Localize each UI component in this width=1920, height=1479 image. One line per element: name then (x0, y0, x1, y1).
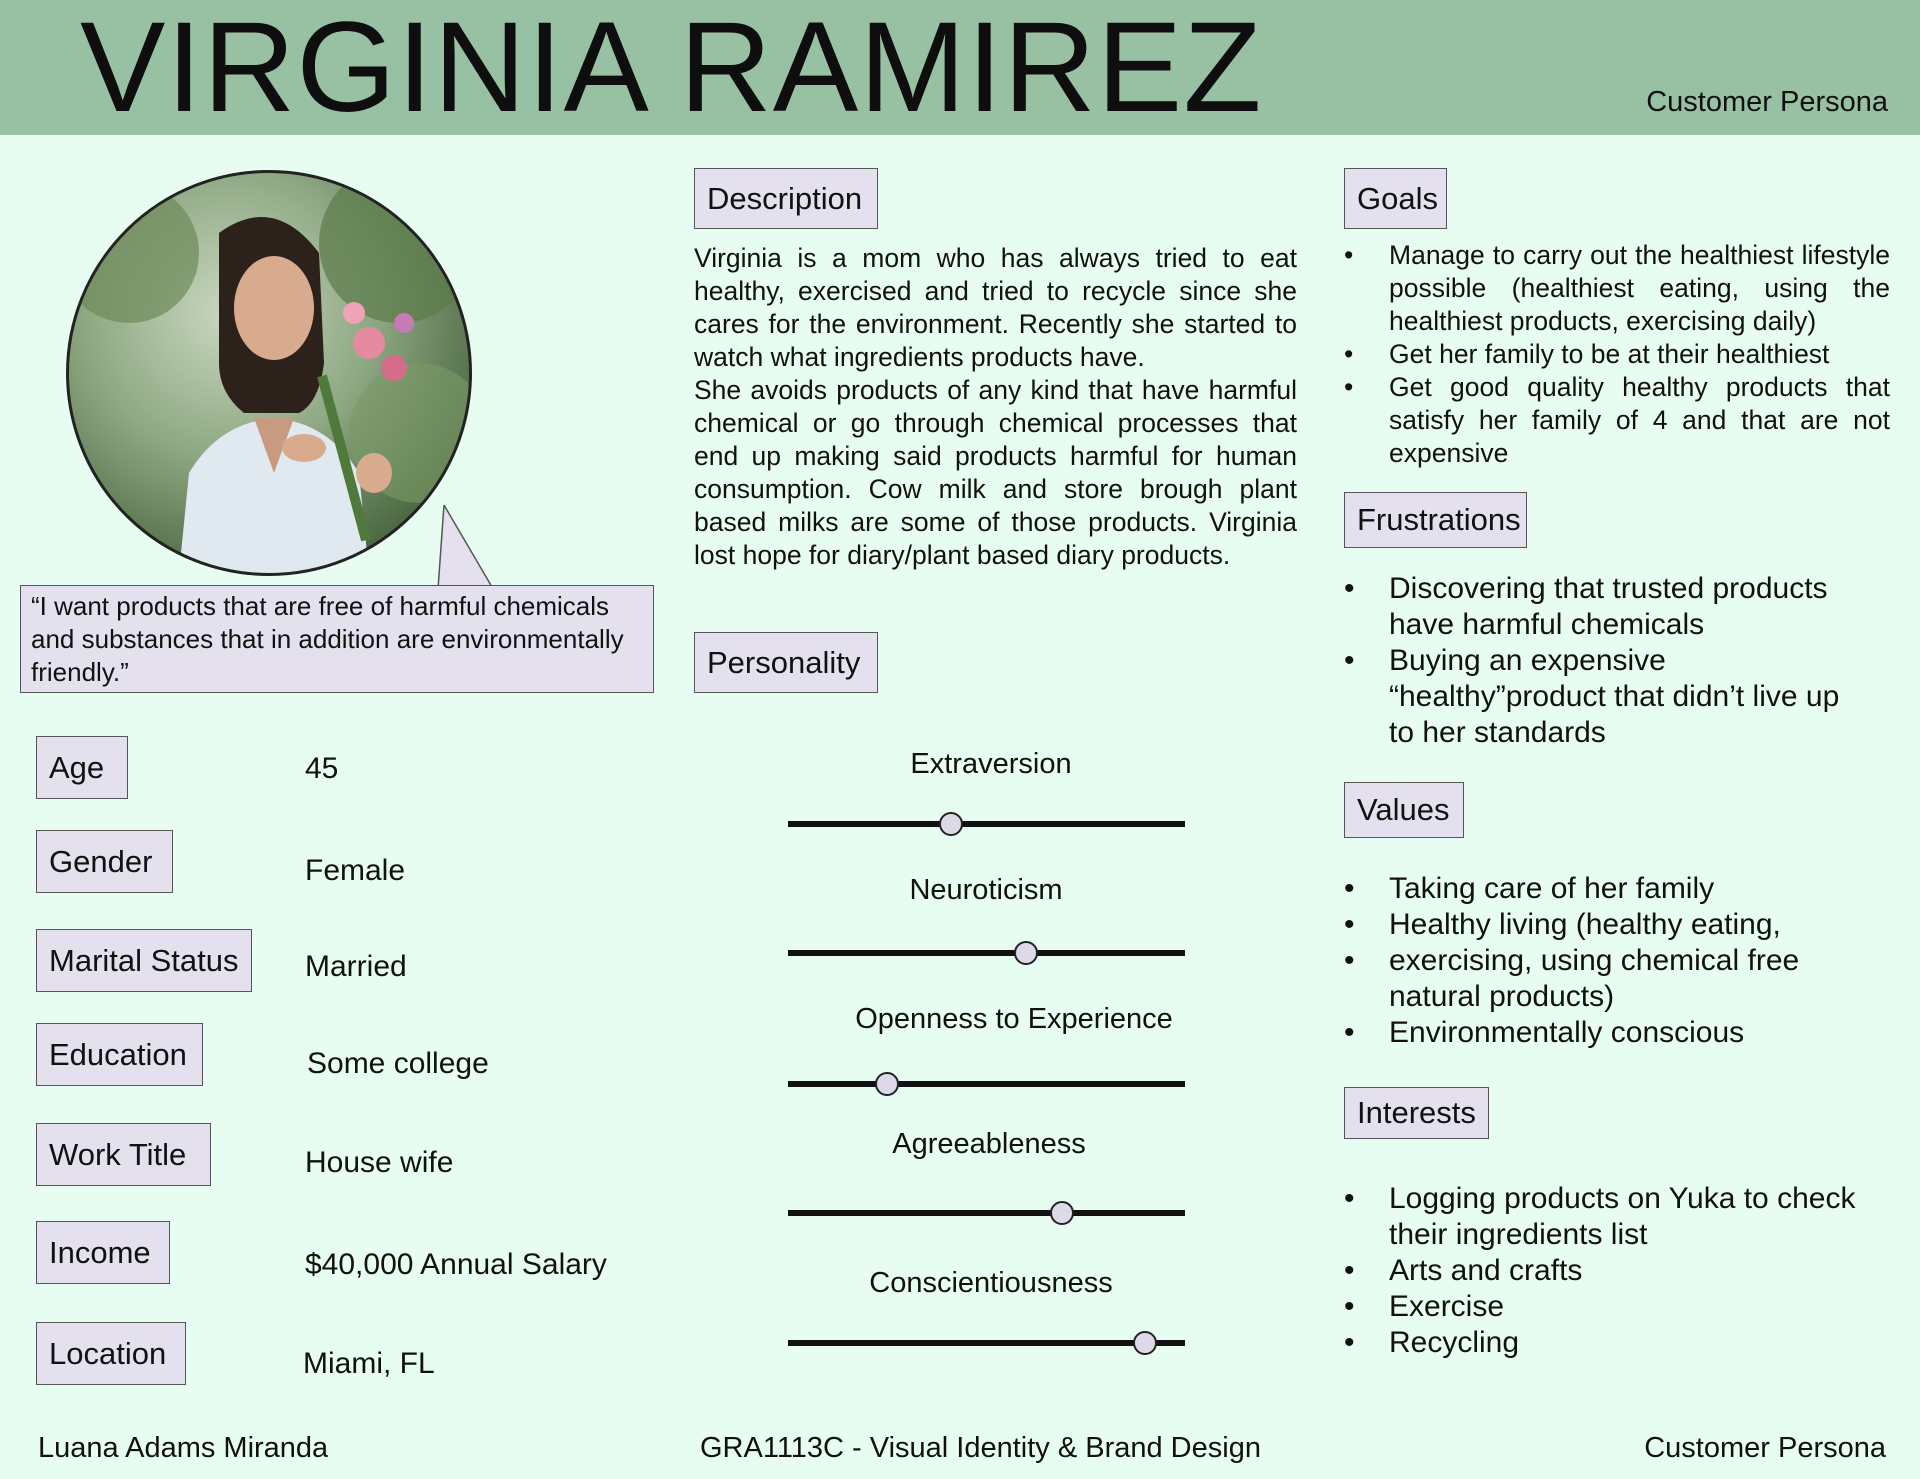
trait-label-extraversion: Extraversion (910, 748, 1072, 780)
location-label: Location (36, 1322, 186, 1385)
age-label: Age (36, 736, 128, 799)
work-title-label: Work Title (36, 1123, 211, 1186)
interests-heading: Interests (1344, 1087, 1489, 1139)
interest-item: • Recycling (1344, 1325, 1864, 1361)
description-paragraph-2: She avoids products of any kind that have harmful chemical or go through chemical processes that end up making said products harmful for human consumption. Cow milk and store brough plant based milks are some of those products. Virginia lost hope for diary/plant based diary products. (694, 375, 1297, 570)
trait-knob-agreeableness[interactable] (1050, 1201, 1074, 1225)
footer-author: Luana Adams Miranda (38, 1432, 329, 1464)
trait-knob-extraversion[interactable] (939, 812, 963, 836)
values-heading: Values (1344, 782, 1464, 838)
interests-list (1344, 1181, 1864, 1361)
trait-knob-neuroticism[interactable] (1014, 941, 1038, 965)
goals-heading: Goals (1344, 168, 1447, 229)
value-item: • exercising, using chemical free natural products) (1344, 943, 1864, 1015)
values-list (1344, 871, 1864, 1051)
income-label: Income (36, 1221, 170, 1284)
description-heading: Description (694, 168, 878, 229)
education-label: Education (36, 1023, 203, 1086)
description-text (694, 242, 1297, 572)
frustrations-list (1344, 571, 1864, 751)
value-item: • Healthy living (healthy eating, (1344, 907, 1864, 943)
trait-track-conscientiousness (788, 1340, 1185, 1346)
frustration-item: • Discovering that trusted products have harmful chemicals (1344, 571, 1864, 643)
trait-track-agreeableness (788, 1210, 1185, 1216)
goal-item: • Manage to carry out the healthiest lifestyle possible (healthiest eating, using the healthiest products, exercising daily) (1344, 239, 1890, 338)
trait-label-neuroticism: Neuroticism (909, 874, 1063, 906)
footer-course: GRA1113C - Visual Identity & Brand Design (700, 1432, 1261, 1464)
trait-track-neuroticism (788, 950, 1185, 956)
persona-quote: “I want products that are free of harmful chemicals and substances that in addition are environmentally friendly.” (20, 585, 654, 693)
trait-track-openness (788, 1081, 1185, 1087)
personality-heading: Personality (694, 632, 878, 693)
trait-track-extraversion (788, 821, 1185, 827)
education-value: Some college (307, 1047, 489, 1080)
frustrations-heading: Frustrations (1344, 492, 1527, 548)
value-item: • Environmentally conscious (1344, 1015, 1864, 1051)
footer-label: Customer Persona (1644, 1432, 1886, 1464)
quote-pointer (436, 505, 506, 589)
header-subtitle: Customer Persona (1646, 86, 1888, 118)
person-illustration (69, 173, 469, 573)
trait-label-conscientiousness: Conscientiousness (869, 1267, 1113, 1299)
marital-status-label: Marital Status (36, 929, 252, 992)
goals-list (1344, 239, 1890, 470)
income-value: $40,000 Annual Salary (305, 1248, 607, 1281)
work-title-value: House wife (305, 1146, 454, 1179)
value-item: • Taking care of her family (1344, 871, 1864, 907)
persona-name: VIRGINIA RAMIREZ (80, 0, 1263, 139)
marital-status-value: Married (305, 950, 407, 983)
goal-item: • Get her family to be at their healthiest (1344, 338, 1890, 371)
trait-label-agreeableness: Agreeableness (892, 1128, 1086, 1160)
frustration-item: • Buying an expensive “healthy”product that didn’t live up to her standards (1344, 643, 1864, 751)
gender-label: Gender (36, 830, 173, 893)
interest-item: • Logging products on Yuka to check their ingredients list (1344, 1181, 1864, 1253)
description-paragraph-1: Virginia is a mom who has always tried to eat healthy, exercised and tried to recycle since she cares for the environment. Recently she started to watch what ingredients products have. (694, 243, 1297, 372)
location-value: Miami, FL (303, 1347, 435, 1380)
persona-photo (66, 170, 472, 576)
interest-item: • Arts and crafts (1344, 1253, 1864, 1289)
goal-item: • Get good quality healthy products that satisfy her family of 4 and that are not expensive (1344, 371, 1890, 470)
trait-knob-openness[interactable] (875, 1072, 899, 1096)
age-value: 45 (305, 752, 339, 785)
gender-value: Female (305, 854, 406, 887)
trait-knob-conscientiousness[interactable] (1133, 1331, 1157, 1355)
interest-item: • Exercise (1344, 1289, 1864, 1325)
trait-label-openness: Openness to Experience (855, 1003, 1173, 1035)
